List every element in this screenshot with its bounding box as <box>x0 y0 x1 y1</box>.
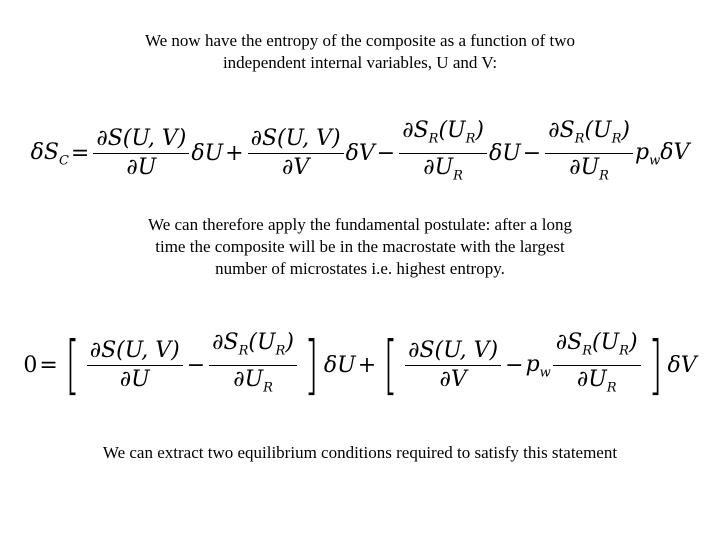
equilibrium-equation <box>0 330 720 402</box>
eq2-bracket2-left: [ <box>383 328 398 403</box>
eq2-b1-term2-fraction: $\frac{\partial S_R(U_R)}{\partial U_R}$ <box>209 330 297 402</box>
eq1-op3: − <box>522 141 542 167</box>
eq2-lhs: 0 <box>23 353 38 379</box>
conditions-paragraph <box>0 442 720 464</box>
eq1-lhs: $\delta S_C$ <box>30 139 69 169</box>
eq2-b1-tail: δU <box>323 353 356 379</box>
eq2-b2-tail: δV <box>667 353 697 379</box>
eq2-bracket1-left: [ <box>65 328 80 403</box>
eq1-term3-fraction: $\frac{\partial S_R(U_R)}{\partial U_R}$ <box>399 118 487 190</box>
eq2-b2-pressure: $p_w$ <box>525 351 551 381</box>
postulate-line-1: We can therefore apply the fundamental postulate: after a long <box>148 215 572 234</box>
intro-paragraph <box>0 30 720 74</box>
eq1-term1-fraction: $\frac{\partial S(U, V)}{\partial U}$ <box>93 126 189 181</box>
eq2-b2-term1-fraction: $\frac{\partial S(U, V)}{\partial V}$ <box>405 338 501 393</box>
conditions-line-1: We can extract two equilibrium conditions required to satisfy this statement <box>102 443 618 462</box>
eq1-op1: + <box>225 141 244 167</box>
eq2-b1-term1-fraction: $\frac{\partial S(U, V)}{\partial U}$ <box>87 338 183 393</box>
postulate-line-3: number of microstates i.e. highest entropy. <box>215 259 505 278</box>
eq2-equals: = <box>39 353 58 379</box>
eq1-term4-tail: $p_w\delta V$ <box>634 139 690 169</box>
eq1-equals: = <box>70 141 90 167</box>
postulate-line-2: time the composite will be in the macrostate with the largest <box>155 237 565 256</box>
eq1-op2: − <box>376 141 396 167</box>
eq2-b2-term2-fraction: $\frac{\partial S_R(U_R)}{\partial U_R}$ <box>553 330 641 402</box>
eq1-term4-fraction: $\frac{\partial S_R(U_R)}{\partial U_R}$ <box>545 118 633 190</box>
eq2-bracket2-right: ] <box>648 328 662 403</box>
intro-line-2: independent internal variables, U and V: <box>222 53 498 72</box>
eq1-term2-fraction: $\frac{\partial S(U, V)}{\partial V}$ <box>248 126 344 181</box>
eq2-op: + <box>357 353 377 379</box>
eq2-b1-op: − <box>186 353 206 379</box>
intro-line-1: We now have the entropy of the composite as a function of two <box>144 31 576 50</box>
eq2-b2-op: − <box>505 353 524 379</box>
eq1-term1-tail: δU <box>191 141 224 167</box>
eq1-term3-tail: δU <box>488 141 521 167</box>
entropy-differential-equation <box>0 118 720 190</box>
eq2-bracket1-right: ] <box>304 328 319 403</box>
eq1-term2-tail: δV <box>345 141 375 167</box>
postulate-paragraph <box>0 214 720 280</box>
